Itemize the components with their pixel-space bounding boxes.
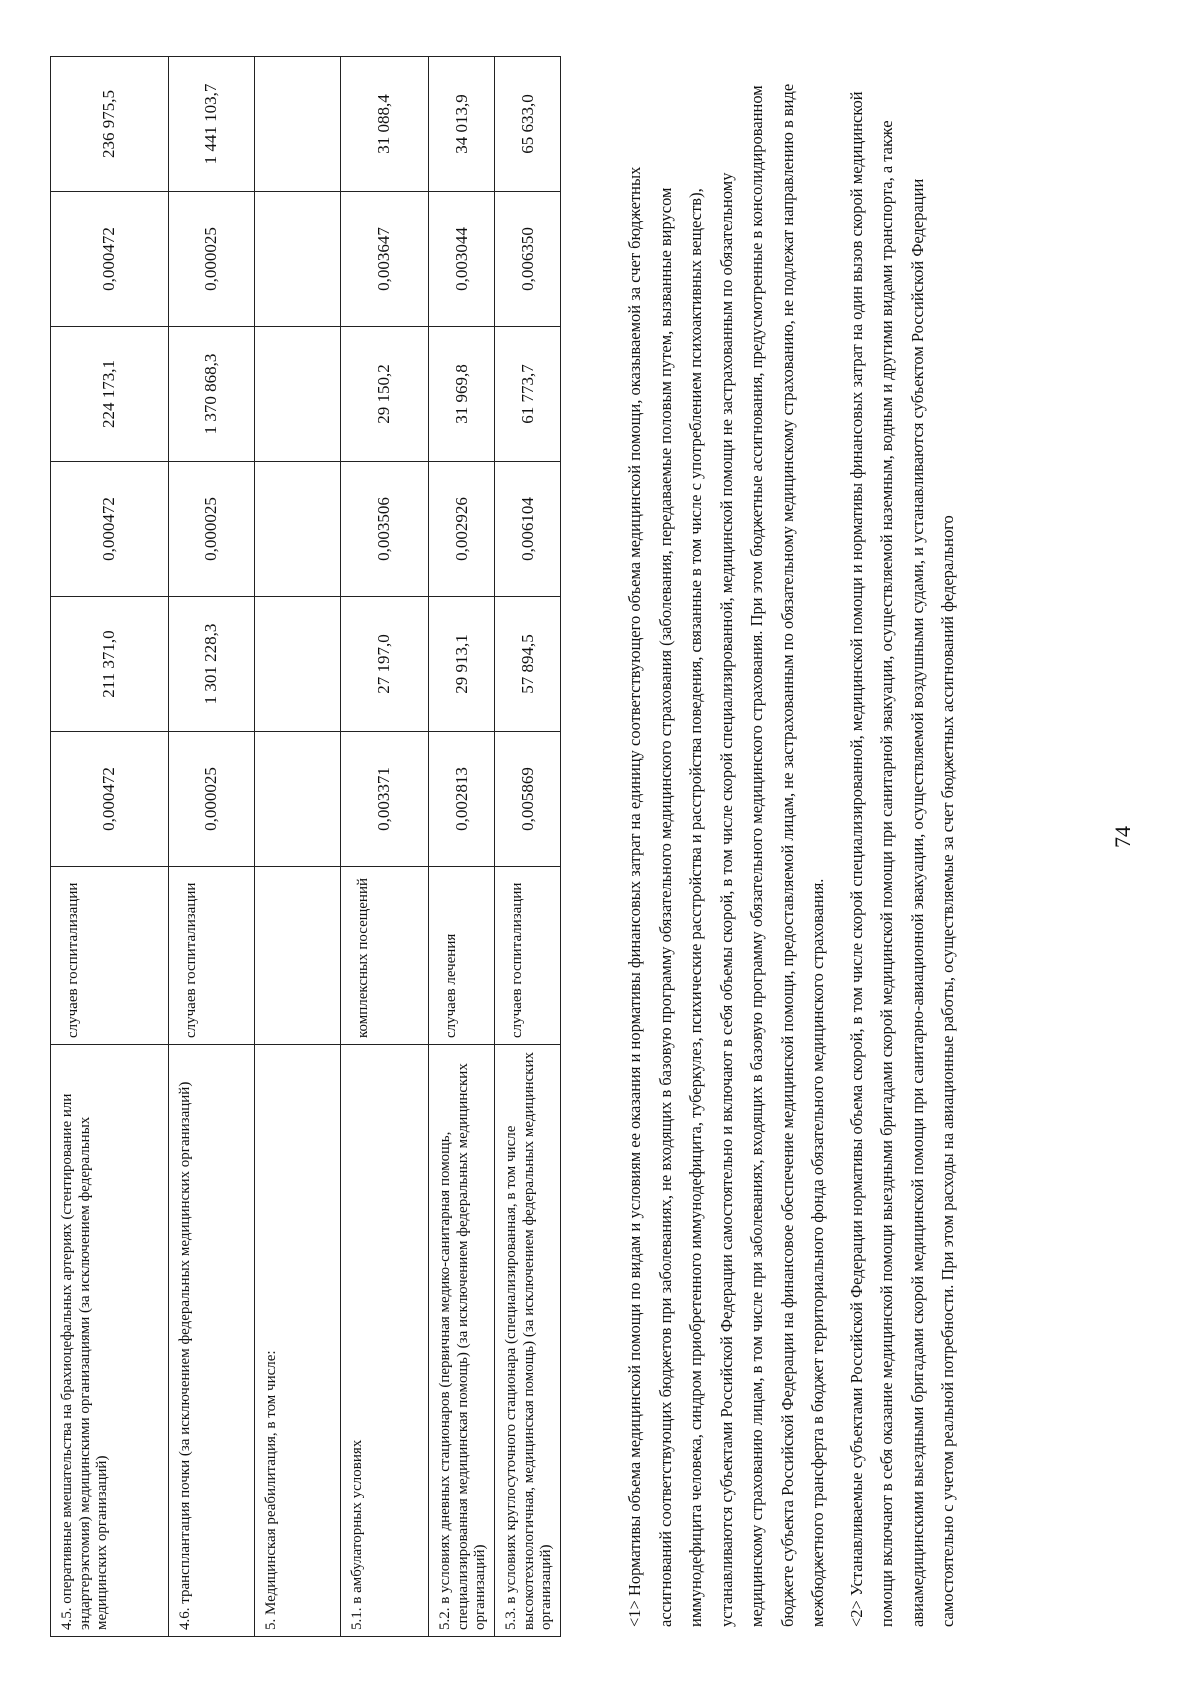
row-value bbox=[255, 597, 341, 732]
row-value: 0,000025 bbox=[169, 192, 255, 327]
page-number: 74 bbox=[1110, 826, 1135, 848]
row-value: 0,003647 bbox=[341, 192, 429, 327]
row-unit: комплексных посещений bbox=[341, 867, 429, 1045]
footnote-2: <2> Устанавливаемые субъектами Российской Федерации нормативы объема скорой, в том числе скорой специализированной, медицинской помощи и нормативы финансовых затрат на один вызов скорой медицинской помощи включают в себя оказание медицинской помощи выездными бригадами скорой медицинской помощи при санитарной эвакуации, осуществляемой наземным, водным и другими видами транспорта, а также авиамедицинскими выездными бригадами скорой медицинской помощи при санитарно-авиационной эвакуации, осуществляемой воздушными судами, и устанавливаются субъектом Российской Федерации самостоятельно с учетом реальной потребности. При этом расходы на авиационные работы, осуществляемые за счет бюджетных ассигнований федерального bbox=[846, 91, 957, 1627]
row-value: 34 013,9 bbox=[429, 57, 495, 192]
footnote-1: <1> Нормативы объема медицинской помощи по видам и условиям ее оказания и нормативы финансовых затрат на единицу соответствующего объема медицинской помощи, оказываемой за счет бюджетных ассигнований соответствующих бюджетов при заболеваниях, не входящих в базовую программу обязательного медицинского страхования (заболевания, передаваемые половым путем, вызванные вирусом иммунодефицита человека, синдром приобретенного иммунодефицита, туберкулез, психические расстройства и расстройства поведения, связанные в том числе с употреблением психоактивных веществ), устанавливаются субъектами Российской Федерации самостоятельно и включают в себя объемы скорой, в том числе скорой специализированной, медицинской помощи не застрахованным по обязательному медицинскому страхованию лицам, в том числе при заболеваниях, входящих в базовую программу обязательного медицинского страхования. При этом бюджетные ассигнования, предусмотренные в консолидированном бюджете субъекта Российской Федерации на финансовое обеспечение медицинской помощи, предоставляемой лицам, не застрахованным по обязательному медицинскому страхованию, не подлежат направлению в виде межбюджетного трансферта в бюджет территориального фонда обязательного медицинского страхования. bbox=[625, 83, 827, 1627]
row-name: 5.3. в условиях круглосуточного стационара (специализированная, в том числе высокотехнологичная, медицинская помощь) (за исключением федеральных медицинских организаций) bbox=[495, 1045, 561, 1637]
footnotes bbox=[620, 67, 964, 1627]
table-row bbox=[341, 57, 429, 1637]
row-value bbox=[255, 462, 341, 597]
row-name: 4.6. трансплантация почки (за исключением федеральных медицинских организаций) bbox=[169, 1045, 255, 1637]
row-value: 211 371,0 bbox=[51, 597, 169, 732]
row-value: 31 088,4 bbox=[341, 57, 429, 192]
row-unit: случаев госпитализации bbox=[51, 867, 169, 1045]
row-value: 1 301 228,3 bbox=[169, 597, 255, 732]
row-value: 0,000472 bbox=[51, 192, 169, 327]
row-value: 57 894,5 bbox=[495, 597, 561, 732]
row-unit: случаев лечения bbox=[429, 867, 495, 1045]
table-row bbox=[51, 57, 169, 1637]
table-row bbox=[255, 57, 341, 1637]
table-row bbox=[169, 57, 255, 1637]
row-value bbox=[255, 57, 341, 192]
row-value: 65 633,0 bbox=[495, 57, 561, 192]
table-row bbox=[495, 57, 561, 1637]
table-row bbox=[429, 57, 495, 1637]
row-value: 0,002926 bbox=[429, 462, 495, 597]
row-value: 61 773,7 bbox=[495, 327, 561, 462]
row-value: 0,000025 bbox=[169, 462, 255, 597]
row-value bbox=[255, 192, 341, 327]
row-name: 5.1. в амбулаторных условиях bbox=[341, 1045, 429, 1637]
row-unit bbox=[255, 867, 341, 1045]
row-value: 0,002813 bbox=[429, 732, 495, 867]
row-value: 27 197,0 bbox=[341, 597, 429, 732]
row-value: 0,006104 bbox=[495, 462, 561, 597]
row-value: 0,000472 bbox=[51, 462, 169, 597]
row-unit: случаев госпитализации bbox=[495, 867, 561, 1045]
row-value: 1 370 868,3 bbox=[169, 327, 255, 462]
row-value: 0,003506 bbox=[341, 462, 429, 597]
row-value: 0,000025 bbox=[169, 732, 255, 867]
norms-table bbox=[50, 56, 561, 1637]
row-value: 0,000472 bbox=[51, 732, 169, 867]
row-value: 0,006350 bbox=[495, 192, 561, 327]
row-value: 236 975,5 bbox=[51, 57, 169, 192]
row-name: 4.5. оперативные вмешательства на брахиоцефальных артериях (стентирование или эндартерэктомия) медицинскими организациями (за исключением федеральных медицинских организаций) bbox=[51, 1045, 169, 1637]
row-unit: случаев госпитализации bbox=[169, 867, 255, 1045]
row-name: 5. Медицинская реабилитация, в том числе: bbox=[255, 1045, 341, 1637]
row-value: 0,005869 bbox=[495, 732, 561, 867]
row-value: 0,003371 bbox=[341, 732, 429, 867]
row-value: 224 173,1 bbox=[51, 327, 169, 462]
row-name: 5.2. в условиях дневных стационаров (первичная медико-санитарная помощь, специализированная медицинская помощь) (за исключением федеральных медицинских организаций) bbox=[429, 1045, 495, 1637]
row-value: 31 969,8 bbox=[429, 327, 495, 462]
row-value: 1 441 103,7 bbox=[169, 57, 255, 192]
row-value: 29 913,1 bbox=[429, 597, 495, 732]
row-value bbox=[255, 732, 341, 867]
row-value bbox=[255, 327, 341, 462]
row-value: 0,003044 bbox=[429, 192, 495, 327]
row-value: 29 150,2 bbox=[341, 327, 429, 462]
